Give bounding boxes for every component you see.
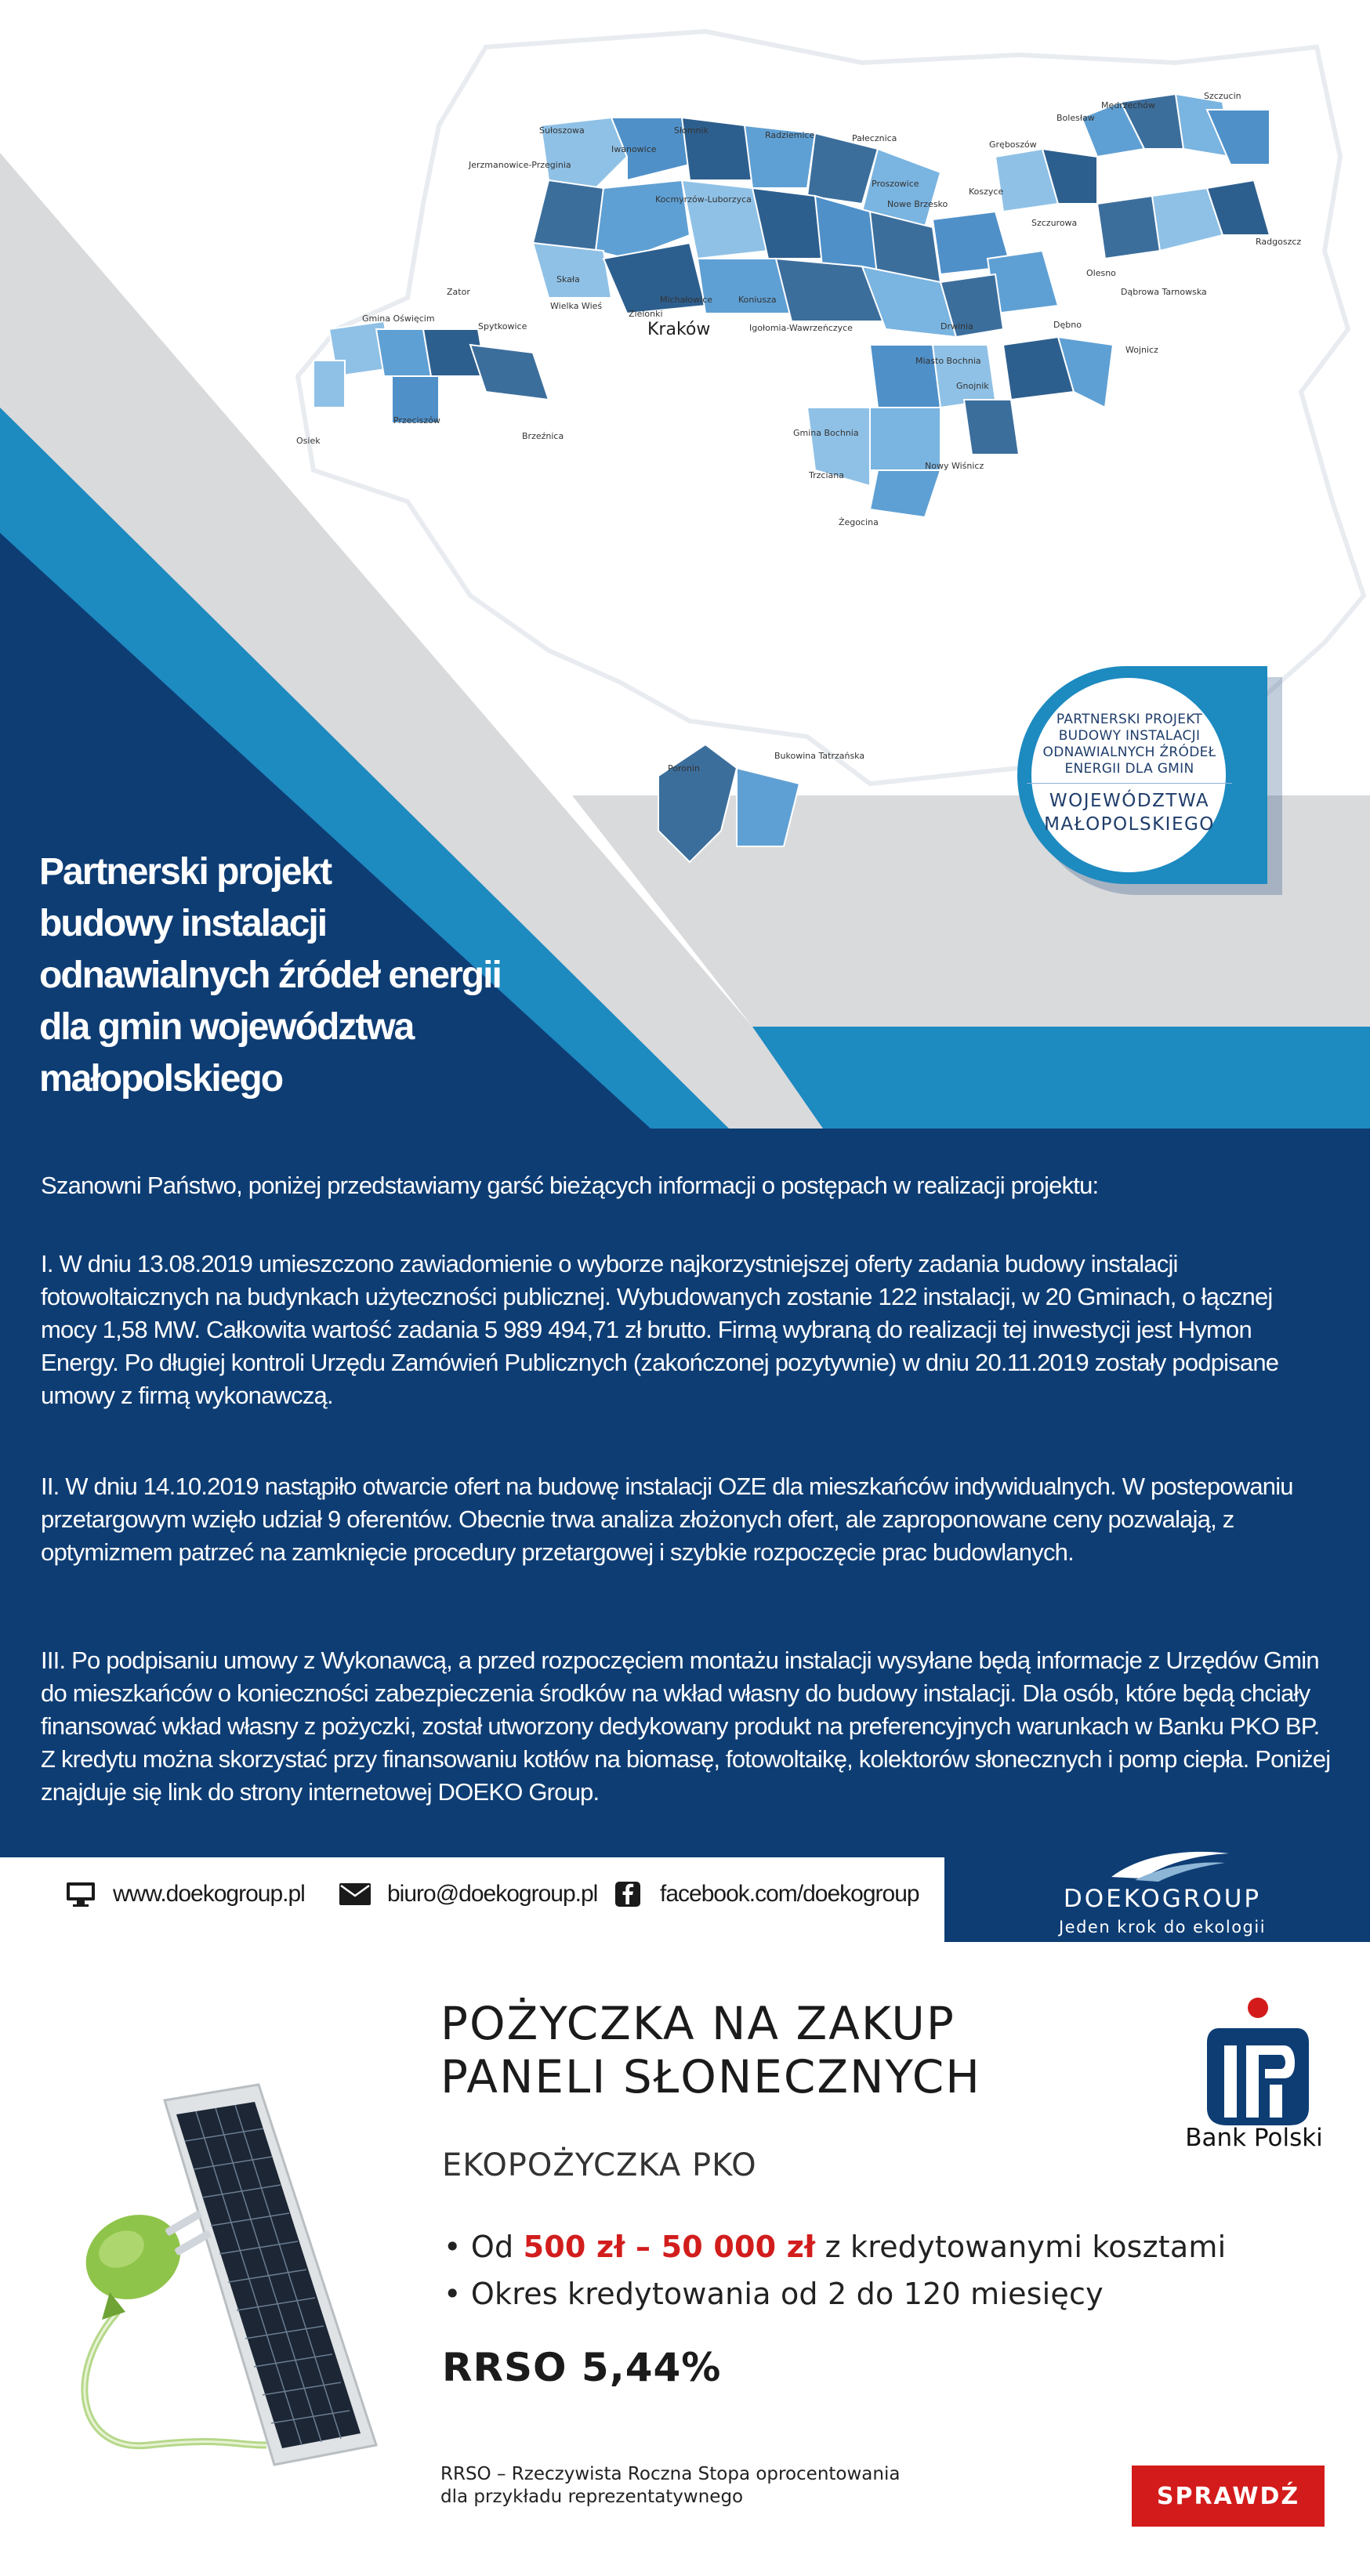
town-label: Brzeźnica — [522, 431, 564, 441]
title-line: dla gmin województwa — [39, 1006, 414, 1048]
town-label: Bukowina Tatrzańska — [774, 751, 865, 761]
project-badge — [989, 657, 1303, 923]
title-line: Partnerski projekt — [39, 851, 332, 893]
doeko-tagline: Jeden krok do ekologii — [1058, 1918, 1267, 1937]
town-label: Sułoszowa — [539, 125, 585, 136]
town-label: Gręboszów — [989, 139, 1037, 150]
badge-line: WOJEWÓDZTWA — [1049, 791, 1210, 811]
paragraph-3: III. Po podpisaniu umowy z Wykonawcą, a przed rozpoczęciem montażu instalacji wysyłane będą informacje z Urzędów Gmin do mieszkańców o konieczności zabezpieczenia środków na wkład własny do budowy instalacji. Dla osób, które będą chciały finansować wkład własny z pożyczki, został utworzony dedykowany produkt na preferencyjnych warunkach w Banku PKO BP. Z kredytu można skorzystać przy finansowaniu kotłów na biomasę, fotowoltaikę, kolektorów słonecznych i pomp ciepła. Poniżej znajduje się link do strony internetowej DOEKO Group. — [41, 1647, 1331, 1806]
doeko-name: DOEKOGROUP — [1063, 1885, 1262, 1913]
town-label: Skała — [556, 274, 580, 284]
town-label: Radziemice — [765, 130, 815, 140]
town-label: Gnojnik — [956, 381, 989, 391]
email-link[interactable] — [339, 1875, 597, 1914]
solar-panel-illustration — [47, 2077, 400, 2469]
town-label: Bolesław — [1056, 113, 1095, 123]
doeko-logo[interactable] — [1033, 1846, 1292, 1937]
loan-amount-bullet: • Od 500 zł – 50 000 zł z kredytowanymi kosztami — [444, 2230, 1227, 2264]
pko-logo-icon — [1183, 1991, 1332, 2187]
badge-line: ENERGII DLA GMIN — [1064, 761, 1194, 777]
town-label: Trzciana — [809, 470, 844, 480]
town-label: Dąbrowa Tarnowska — [1121, 287, 1207, 297]
website-text: www.doekogroup.pl — [113, 1881, 305, 1907]
town-label: Radgoszcz — [1256, 237, 1302, 247]
title-line: budowy instalacji — [39, 903, 327, 944]
town-label: Nowe Brzesko — [887, 199, 948, 209]
town-label: Koniusza — [738, 295, 777, 305]
town-label: Wojnicz — [1125, 345, 1158, 355]
loan-amount: 500 zł – 50 000 zł — [523, 2230, 816, 2264]
facebook-icon — [611, 1880, 644, 1908]
rrso-value: RRSO 5,44% — [442, 2345, 722, 2390]
loan-period-bullet: • Okres kredytowania od 2 do 120 miesięcy — [444, 2277, 1104, 2311]
town-label: Szczurowa — [1031, 218, 1078, 228]
monitor-icon — [64, 1880, 97, 1908]
town-label: Koszyce — [969, 187, 1004, 197]
paragraph-2: II. W dniu 14.10.2019 nastąpiło otwarcie ofert na budowę instalacji OZE dla mieszkańców indywidualnych. W postepowaniu przetargowym wzięło udział 9 oferentów. Obecnie trwa analiza złożonych ofert, ale zaproponowane ceny pozwalają, z optymizmem patrzeć na zamknięcie procedury przetargowej i szybkie rozpoczęcie prac budowlanych. — [41, 1473, 1293, 1566]
town-label: Miasto Bochnia — [915, 356, 981, 366]
badge-line: MAŁOPOLSKIEGO — [1044, 814, 1215, 835]
loan-title-line: POŻYCZKA NA ZAKUP — [440, 1997, 955, 2050]
check-button[interactable]: SPRAWDŹ — [1132, 2465, 1325, 2527]
town-label: Zator — [447, 287, 470, 297]
hero-section — [0, 0, 1370, 1129]
town-label: Osiek — [296, 436, 321, 446]
badge-line: PARTNERSKI PROJEKT — [1056, 712, 1203, 727]
doeko-swoosh-icon — [1033, 1846, 1292, 1885]
town-label: Jerzmanowice-Przeginia — [469, 160, 571, 170]
town-label: Słomnik — [674, 125, 709, 136]
town-label: Gmina Oświęcim — [362, 313, 435, 324]
news-content — [0, 1129, 1370, 1857]
loan-title — [440, 1997, 1067, 2103]
town-label: Pałecznica — [852, 133, 897, 143]
title-line: odnawialnych źródeł energii — [39, 955, 501, 996]
town-label: Gmina Bochnia — [793, 428, 859, 438]
email-text: biuro@doekogroup.pl — [387, 1881, 598, 1907]
town-label: Wielka Wieś — [550, 301, 603, 311]
badge-divider — [1027, 783, 1232, 784]
title-line: małopolskiego — [39, 1058, 283, 1100]
town-label: Zielonki — [629, 309, 663, 319]
website-link[interactable] — [64, 1875, 305, 1914]
town-label: Iwanowice — [611, 144, 657, 154]
town-label: Olesno — [1086, 268, 1116, 278]
envelope-icon — [339, 1880, 371, 1908]
intro-text: Szanowni Państwo, poniżej przedstawiamy garść bieżących informacji o postępach w realizacji projektu: — [41, 1172, 1099, 1199]
town-label: Poronin — [668, 763, 700, 774]
paragraph-1: I. W dniu 13.08.2019 umieszczono zawiadomienie o wyborze najkorzystniejszej oferty zadania budowy instalacji fotowoltaicznych na budynkach użyteczności publicznej. Wybudowanych zostanie 122 instalacji, w 20 Gminach, o łącznej mocy 1,58 MW. Całkowita wartość zadania 5 989 494,71 zł brutto. Firmą wybraną do realizacji tej inwestycji jest Hymon Energy. Po długiej kontroli Urzędu Zamówień Publicznych (zakończonej pozytywnie) w dniu 20.11.2019 zostały podpisane umowy z firmą wykonawczą. — [41, 1250, 1279, 1409]
town-label: Proszowice — [872, 179, 919, 189]
rrso-note: RRSO – Rzeczywista Roczna Stopa oprocentowania dla przykładu reprezentatywnego — [440, 2464, 901, 2507]
town-label: Spytkowice — [478, 321, 527, 332]
loan-title-line: PANELI SŁONECZNYCH — [440, 2050, 981, 2103]
town-label: Szczucin — [1204, 91, 1241, 101]
town-label: Nowy Wiśnicz — [925, 461, 984, 471]
badge-line: ODNAWIALNYCH ŹRÓDEŁ — [1042, 745, 1216, 760]
town-label: Kocmyrzów-Luborzyca — [655, 194, 752, 205]
town-label: Michałowice — [660, 295, 713, 305]
bank-name: Bank Polski — [1185, 2124, 1323, 2152]
badge-line: BUDOWY INSTALACJI — [1058, 728, 1201, 744]
facebook-text: facebook.com/doekogroup — [660, 1881, 919, 1907]
town-label: Igołomia-Wawrzeńczyce — [749, 323, 853, 333]
town-label: Drwinia — [941, 321, 973, 332]
town-label: Przeciszów — [393, 415, 440, 426]
town-label: Mędrzechów — [1101, 100, 1156, 111]
town-label: Dębno — [1053, 320, 1082, 330]
page-title — [39, 846, 541, 1105]
facebook-link[interactable] — [611, 1875, 919, 1914]
town-label-krakow: Kraków — [647, 320, 711, 339]
town-label: Żegocina — [839, 517, 879, 527]
loan-subtitle: EKOPOŻYCZKA PKO — [442, 2147, 757, 2183]
